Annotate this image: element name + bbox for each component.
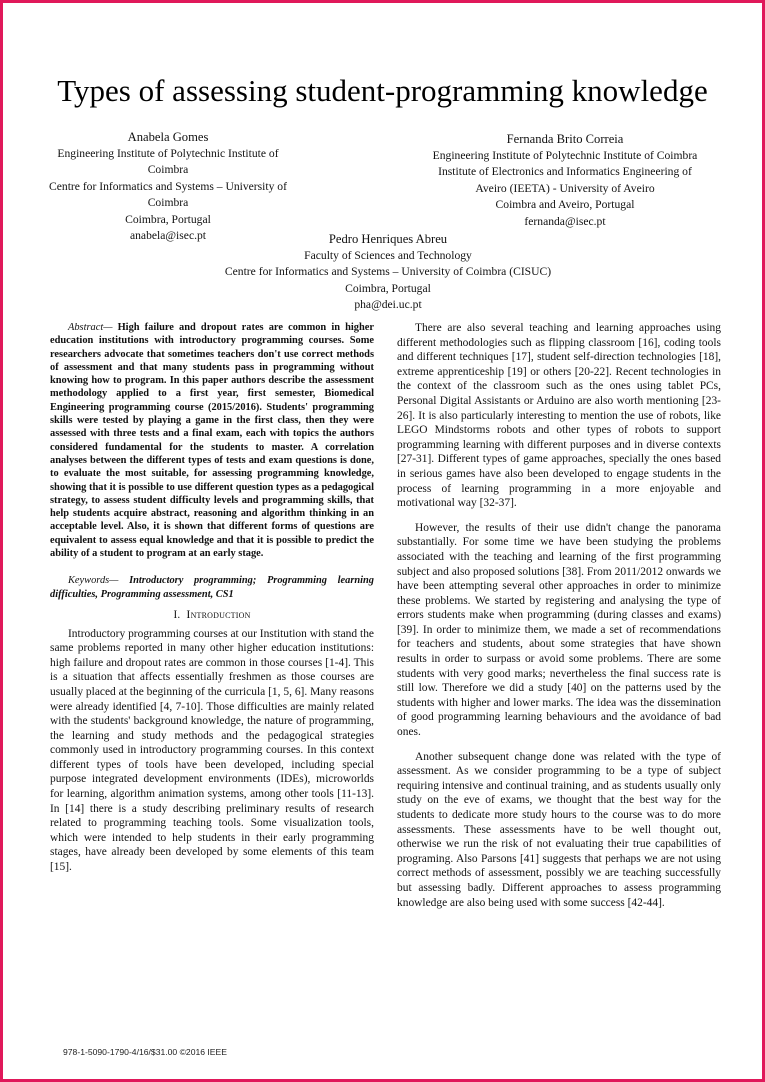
author-affiliation-line: Aveiro (IEETA) - University of Aveiro bbox=[475, 181, 655, 195]
author-affiliation-line: Engineering Institute of Polytechnic Institute of Coimbra bbox=[57, 146, 279, 176]
section-title: Introduction bbox=[186, 606, 251, 621]
right-column bbox=[397, 321, 721, 910]
author-location: Coimbra, Portugal bbox=[345, 281, 431, 295]
author-email: pha@dei.uc.pt bbox=[354, 298, 422, 311]
keywords-label: Keywords— bbox=[68, 575, 119, 587]
author-affiliation-line: Institute of Electronics and Informatics Engineering of bbox=[438, 165, 692, 178]
body-paragraph: Introductory programming courses at our Institution with stand the same problems reported in many other higher education institutions: high failure and dropout rates are common in those courses [1-4]. This is a situation that affects essentially freshmen as those courses are usually placed at the beginning of the curricula [1, 5, 6]. Many reasons were already identified [4, 7-10]. Those difficulties are mainly related with the students' background knowledge, the nature of programming, the learning and study methods and the pedagogical strategies commonly used in introductory programming courses. In this context different types of tools have been developed, including special purpose integrated development environments (IDEs), microworlds for learning, algorithm animation systems, among other tools [11-13]. In [14] there is a study describing preliminary results of research related to programming teaching tools. Some visualization tools, which were intended to help students in their early programming stages, have already been developed by some elements of this team [15]. bbox=[50, 627, 374, 874]
body-paragraph: Another subsequent change done was related with the type of assessment. As we consider programming to be a type of subject requiring intensive and continual training, and as students usually only study on the eve of exams, we thought that the best way for the students to dedicate more study hours to the course was to do more assessments. These assessments have to be well thought out, otherwise we run the risk of not evaluating their true capabilities of programing. Also Parsons [41] suggests that perhaps we are not using correct methods of assessment, possibly we are teaching successfully but assessing badly. Different approaches to assess programming knowledge are also being used with some success [42-44]. bbox=[397, 750, 721, 909]
author-name: Anabela Gomes bbox=[127, 130, 209, 144]
author-affiliation-line: Centre for Informatics and Systems – University of Coimbra (CISUC) bbox=[224, 265, 552, 278]
keywords bbox=[50, 574, 374, 601]
paper-title: Types of assessing student-programming knowledge bbox=[57, 73, 708, 108]
author-name: Fernanda Brito Correia bbox=[506, 132, 624, 146]
section-heading bbox=[50, 607, 374, 623]
author-name: Pedro Henriques Abreu bbox=[328, 232, 448, 246]
author-block-3 bbox=[173, 231, 603, 314]
abstract bbox=[50, 321, 374, 560]
body-paragraph: There are also several teaching and learning approaches using different methodologies such as flipping classroom [16], coding tools and different techniques [17], student self-direction technologies [18], extreme apprenticeship [19] or others [20-22]. Recent technologies in the context of the classroom such as the ones using tablet PCs, Personal Digital Assistants or Arduino are also worth mentioning [23-26]. It is also particularly interesting to mention the use of robots, like LEGO Mindstorms robots and other types of robots to support programming learning with different purposes and in diverse contexts [27-31]. Different types of game approaches, specially the ones based in serious games have also been developed to engage students in the process of learning programming in a more enjoyable and motivational way [32-37]. bbox=[397, 322, 721, 510]
author-email: anabela@isec.pt bbox=[129, 229, 207, 242]
author-location: Coimbra, Portugal bbox=[125, 212, 211, 226]
author-block-1 bbox=[43, 129, 293, 245]
author-block-2 bbox=[401, 131, 729, 230]
copyright-footer: 978-1-5090-1790-4/16/$31.00 ©2016 IEEE bbox=[63, 1047, 228, 1057]
abstract-label: Abstract— bbox=[68, 322, 113, 333]
author-affiliation-line: Engineering Institute of Polytechnic Institute of Coimbra bbox=[432, 148, 698, 162]
author-affiliation-line: Centre for Informatics and Systems – University of Coimbra bbox=[49, 179, 287, 209]
abstract-text: High failure and dropout rates are common in higher education institutions with introductory programming courses. Some researchers advocate that sometimes teachers don't use correct methods of assessment and that many students pass in programming without knowing how to program. In this paper authors describe the assessment methodology applied to a first year, first semester, Biomedical Engineering programming course (2015/2016). Students' programming skills were tested by playing a game in the first class, then they were assessed with three tests and a final exam, each with topics the authors considered fundamental for the students to master. A correlation analyses between the different types of tests and exam questions is done, to evaluate the most suitable, for assessing programming knowledge, showing that it is possible to use different question types as a pedagogical strategy, to assess student difficulty levels and programming skills, that help students acquire abstract, reasoning and algorithm thinking in an acceptable level. Also, it is shown that different forms of questions are equivalent to assess equal knowledge and that it is possible to predict the ability of a student to program at an early stage. bbox=[50, 322, 374, 560]
left-column bbox=[50, 321, 374, 875]
author-affiliation-line: Faculty of Sciences and Technology bbox=[304, 248, 472, 262]
author-location: Coimbra and Aveiro, Portugal bbox=[495, 198, 635, 211]
author-email: fernanda@isec.pt bbox=[524, 214, 606, 228]
section-number: I. bbox=[173, 608, 181, 621]
body-paragraph: However, the results of their use didn't change the panorama substantially. For some time we have been studying the problems associated with the teaching and learning of the first programming subject and also proposed solutions [38]. From 2011/2012 onwards we have been attempting several other approaches in order to minimize these problems. We started by registering and analysing the type of errors students make when programming (during classes and exams) [39]. In order to minimize them, we made a set of recommendations for teachers and students, about some strategies that have shown results in order to surpass or avoid some problems. There are some students with very good marks; nevertheless the final success rate is still low. Therefore we did a study [40] on the patterns used by the students with higher and lower marks. The idea was the dissemination of good programming learning behaviours and the avoidance of bad ones. bbox=[397, 521, 721, 739]
keywords-text: Introductory programming; Programming learning difficulties, Programming assessment, CS1 bbox=[50, 575, 374, 600]
